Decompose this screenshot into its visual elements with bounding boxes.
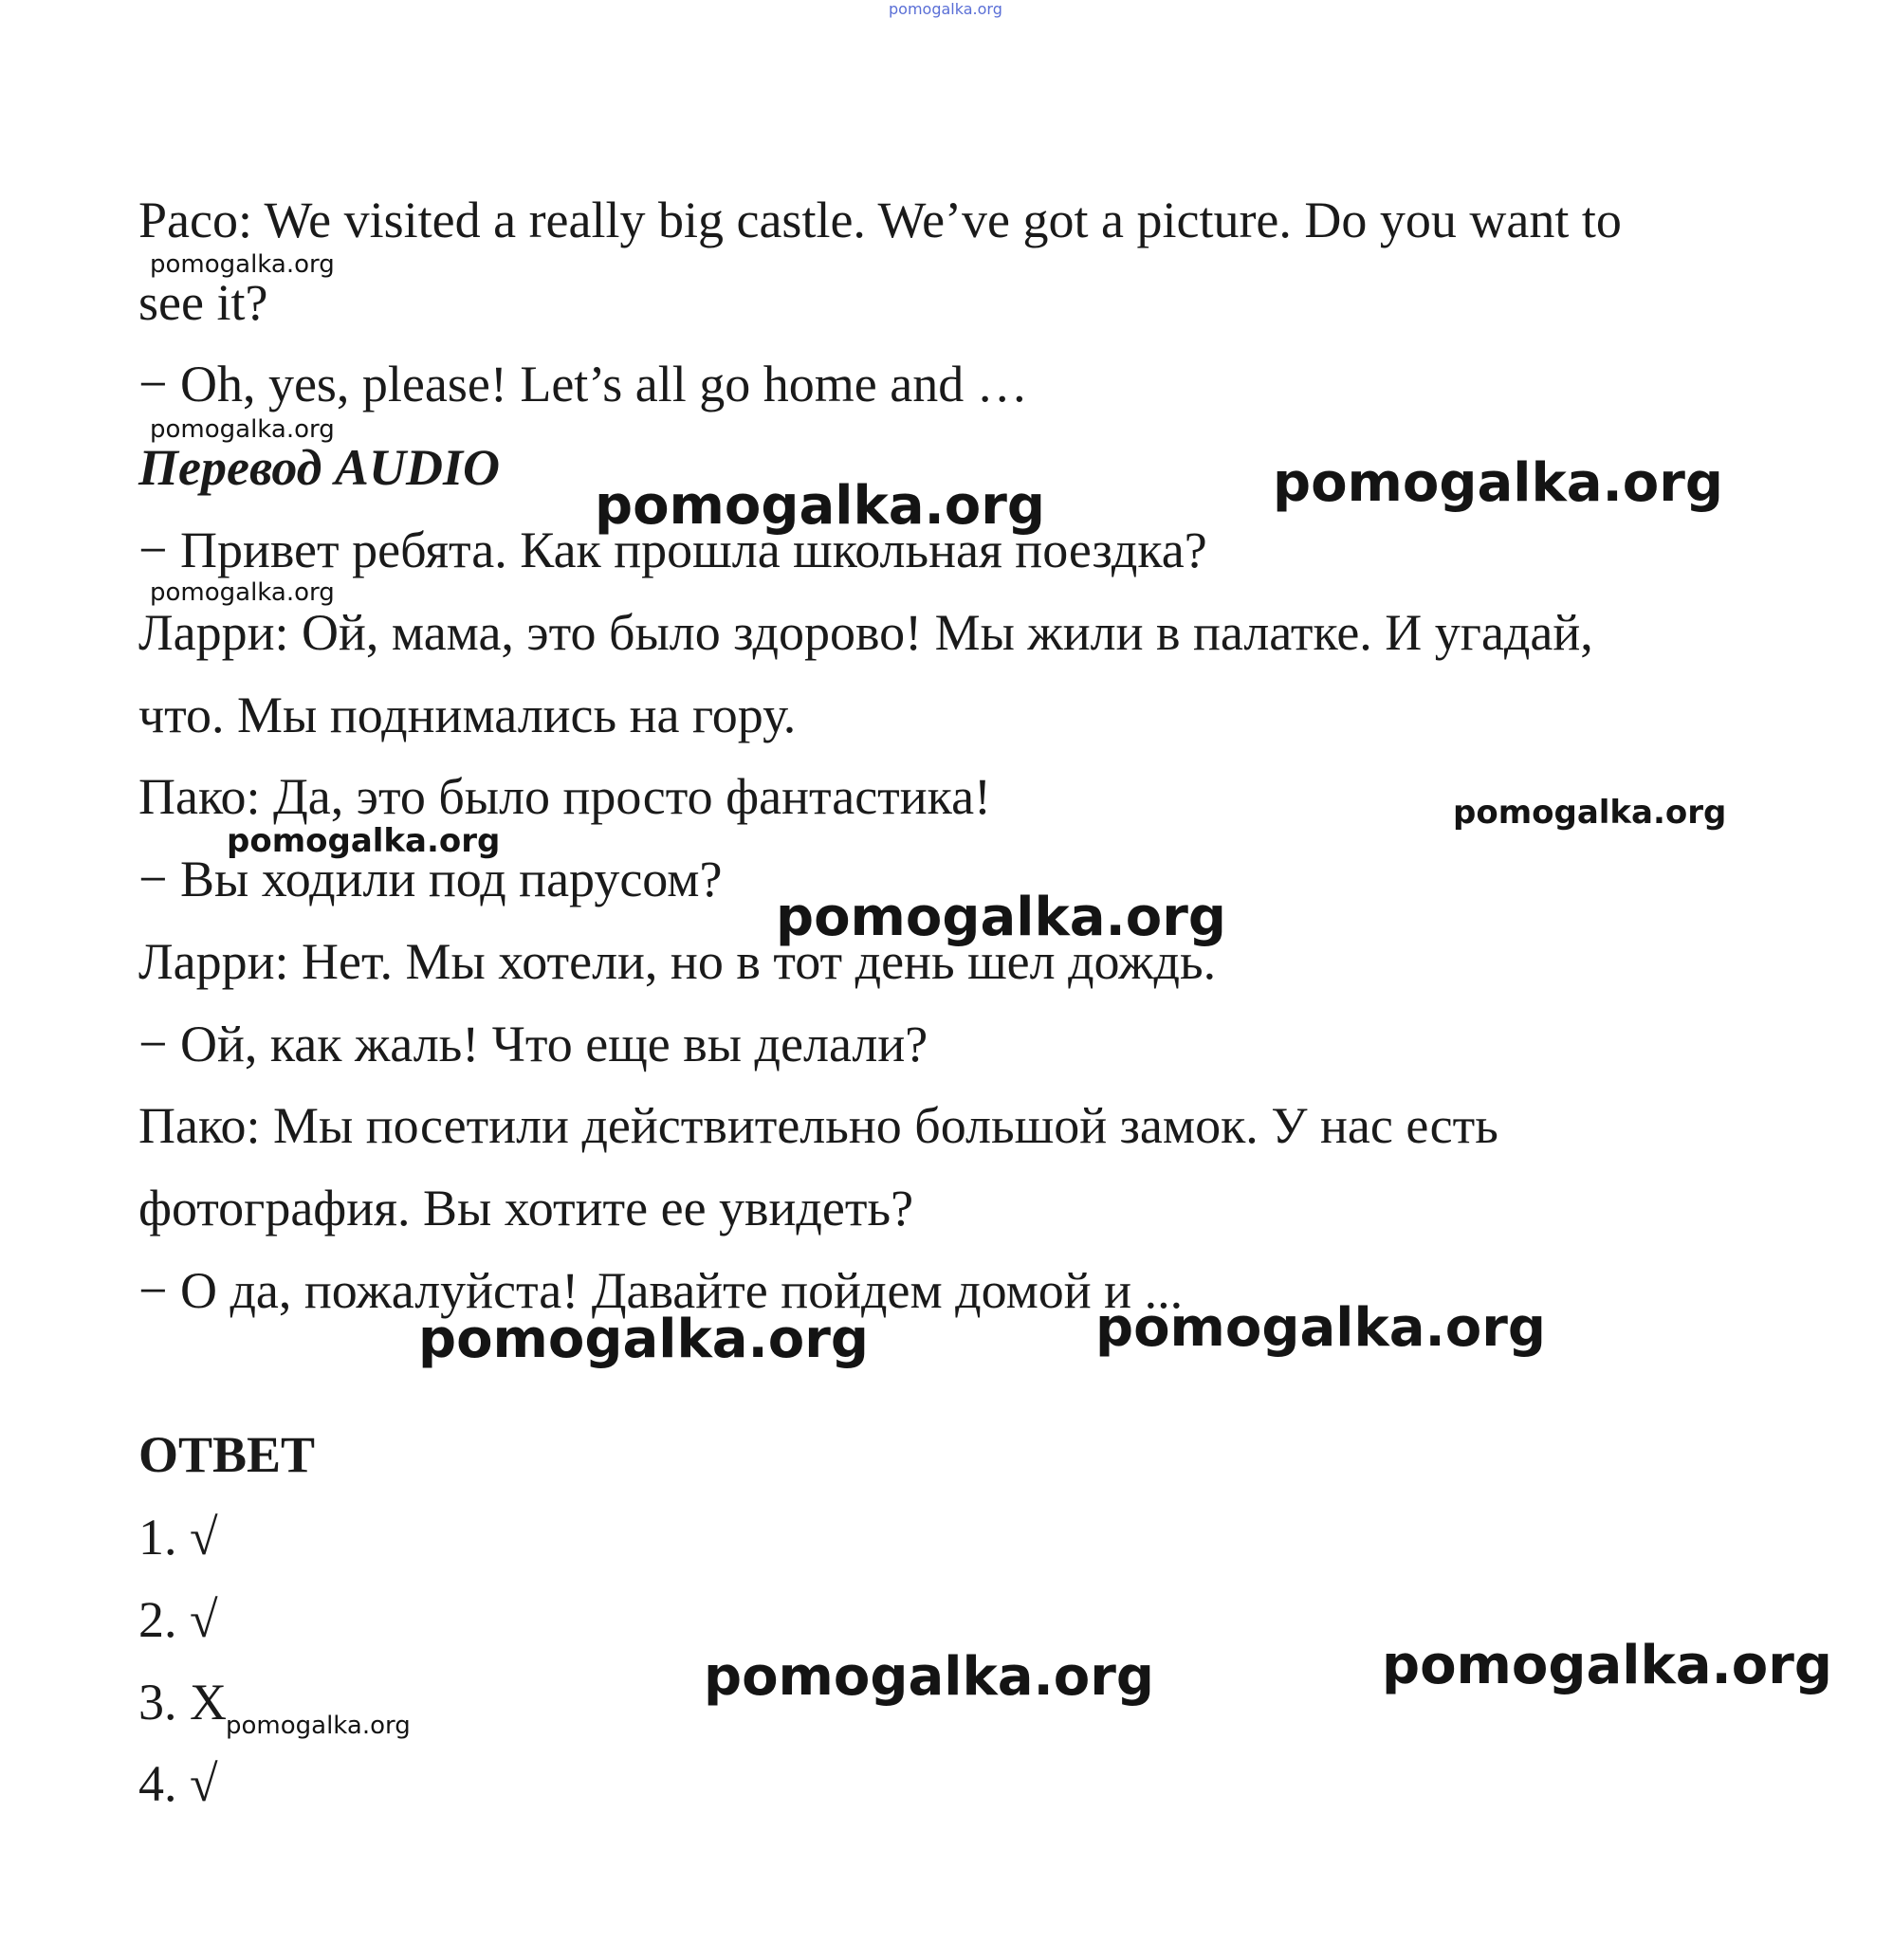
answer-item-2: 2. √ — [138, 1591, 218, 1648]
english-line-1: Paco: We visited a really big castle. We’ve got a picture. Do you want to — [138, 192, 1622, 248]
answer-heading: ОТВЕТ — [138, 1426, 316, 1483]
watermark: pomogalka.org — [595, 475, 1045, 537]
english-line-3: − Oh, yes, please! Let’s all go home and … — [138, 356, 1028, 412]
watermark: pomogalka.org — [150, 415, 335, 444]
top-watermark: pomogalka.org — [889, 0, 1002, 18]
translation-line-4: Пако: Да, это было просто фантастика! — [138, 768, 992, 825]
translation-line-6: Ларри: Нет. Мы хотели, но в тот день шел дождь. — [138, 933, 1217, 990]
translation-line-8: Пако: Мы посетили действительно большой замок. У нас есть — [138, 1097, 1498, 1154]
watermark: pomogalka.org — [776, 887, 1226, 948]
watermark: pomogalka.org — [704, 1646, 1154, 1708]
translation-line-3: что. Мы поднимались на гору. — [138, 687, 797, 743]
answer-item-3: 3. X — [138, 1674, 227, 1731]
watermark: pomogalka.org — [150, 578, 335, 607]
translation-line-7: − Ой, как жаль! Что еще вы делали? — [138, 1016, 928, 1072]
watermark: pomogalka.org — [227, 822, 501, 860]
answer-item-1: 1. √ — [138, 1509, 218, 1566]
watermark: pomogalka.org — [1273, 452, 1723, 514]
translation-line-1: − Привет ребята. Как прошла школьная поездка? — [138, 522, 1207, 578]
watermark: pomogalka.org — [226, 1712, 411, 1740]
translation-line-2: Ларри: Ой, мама, это было здорово! Мы жили в палатке. И угадай, — [138, 604, 1593, 661]
translation-line-9: фотография. Вы хотите ее увидеть? — [138, 1180, 914, 1236]
answer-item-4: 4. √ — [138, 1755, 218, 1812]
translation-line-5: − Вы ходили под парусом? — [138, 851, 723, 907]
watermark: pomogalka.org — [150, 250, 335, 279]
translation-line-10: − О да, пожалуйста! Давайте пойдем домой и ... — [138, 1262, 1184, 1319]
watermark: pomogalka.org — [1382, 1635, 1832, 1696]
translation-heading: Перевод AUDIO — [138, 439, 500, 496]
english-line-2: see it? — [138, 274, 268, 331]
watermark: pomogalka.org — [418, 1309, 869, 1370]
watermark: pomogalka.org — [1095, 1297, 1546, 1359]
watermark: pomogalka.org — [1453, 794, 1727, 832]
